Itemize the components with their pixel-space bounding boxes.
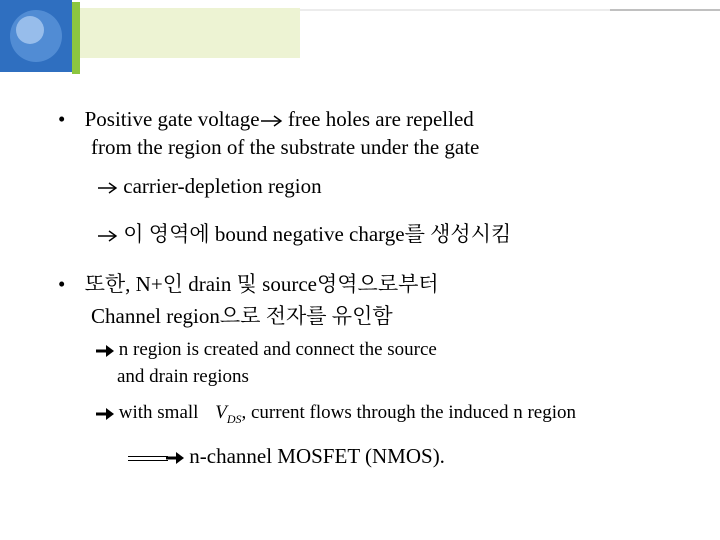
bullet-2-sub-1-line-2: and drain regions — [117, 366, 249, 387]
double-line-arrow-icon — [128, 456, 168, 461]
bullet-2-sub-1 — [96, 339, 437, 361]
conclusion-text: n-channel MOSFET (NMOS). — [189, 444, 445, 468]
bullet-2-line-2: Channel region으로 전자를 유인함 — [91, 304, 393, 328]
vds-symbol: $V_{DS}$ — [215, 402, 242, 426]
bullet-2-sub-2 — [96, 402, 576, 427]
right-arrow-icon — [98, 230, 118, 242]
bullet-2-line-1 — [58, 268, 439, 298]
right-arrow-icon — [261, 115, 283, 127]
bullet-1-line-2: from the region of the substrate under the gate — [91, 135, 480, 159]
bold-right-arrow-icon — [96, 408, 114, 420]
bullet-2-sub-1-text: n region is created and connect the source — [118, 339, 437, 360]
bullet-dot-icon: • — [58, 272, 66, 296]
bullet-2-text-a: 또한, N+인 drain 및 source영역으로부터 — [84, 272, 439, 296]
bullet-1-sub-2-text: 이 영역에 bound negative charge를 생성시킴 — [123, 222, 512, 246]
bullet-2-sub-2-text-a: with small — [118, 402, 199, 423]
bullet-1-sub-1 — [98, 174, 322, 199]
bold-right-arrow-icon — [96, 345, 114, 357]
bullet-1-text-b: free holes are repelled — [282, 107, 474, 131]
bullet-1-sub-2 — [98, 218, 511, 248]
bullet-1-text-a: Positive gate voltage — [84, 107, 260, 131]
right-arrow-icon — [98, 182, 118, 194]
bold-right-arrow-icon — [166, 452, 184, 464]
bullet-dot-icon: • — [58, 107, 66, 131]
conclusion-line — [128, 444, 445, 469]
bullet-1-sub-1-text: carrier-depletion region — [123, 174, 322, 198]
bullet-1-line-1 — [58, 107, 474, 132]
bullet-2-sub-2-text-b: , current flows through the induced n region — [241, 402, 577, 423]
